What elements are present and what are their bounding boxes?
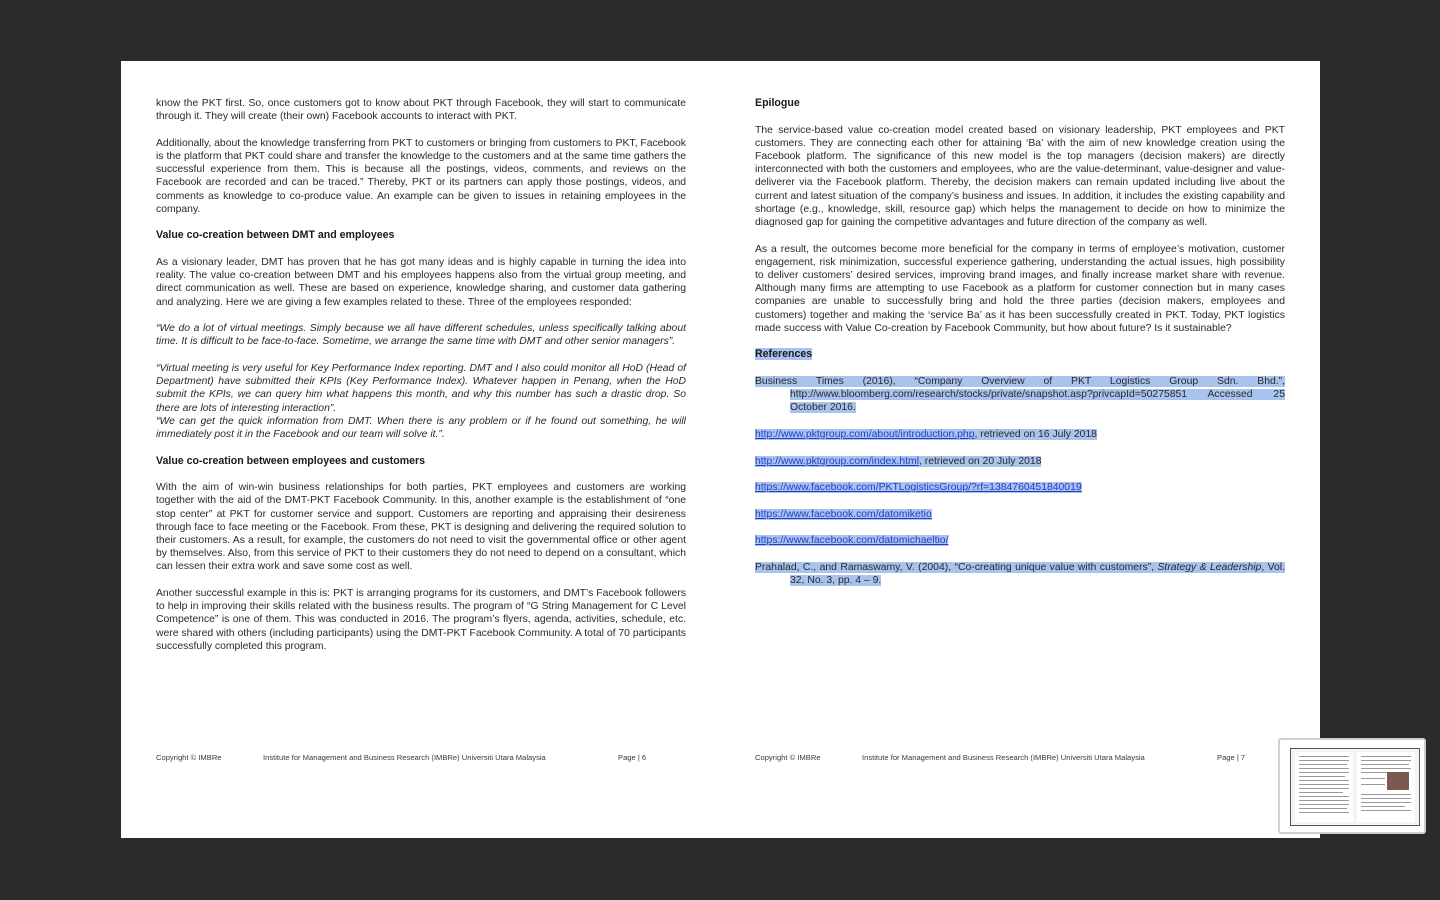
- page-6: [121, 61, 720, 838]
- paragraph: Additionally, about the knowledge transferring from PKT to customers or bringing from customers to PKT, Facebook is the platform that PKT could share and transfer the knowledge to the customers and at the same time gathers the successful experience from them. This is because all the postings, videos, comments, and reviews on the Facebook are recorded and can be traced.” Thereby, PKT or its partners can apply those postings, videos, and comments as knowledge to co-produce value. An example can be given to issues in retaining employees in the company.: [156, 137, 686, 215]
- section-heading: Value co-creation between DMT and employees: [156, 229, 395, 242]
- section-heading: Epilogue: [755, 97, 800, 109]
- footer-page-number: Page | 6: [618, 753, 647, 762]
- section-heading: Value co-creation between employees and customers: [156, 454, 426, 467]
- reference-item[interactable]: http://www.pktgroup.com/about/introduction.php, retrieved on 16 July 2018: [755, 429, 1097, 441]
- reference-item[interactable]: Prahalad, C., and Ramaswamy, V. (2004), “Co-creating unique value with customers”, Strategy & Leadership, Vol. 32, No. 3, pp. 4 – 9.: [755, 561, 1285, 587]
- footer-copyright: Copyright © IMBRe: [156, 753, 222, 762]
- reference-link[interactable]: https://www.facebook.com/datomichaeltio/: [755, 535, 949, 547]
- paragraph: As a result, the outcomes become more beneficial for the company in terms of employee’s motivation, customer engagement, risk minimization, successful experience gathering, understanding the actual issues, high possibility to deliver customers’ desired services, improving brand images, and finally increase market share with revenue. Although many firms are attempting to use Facebook as a platform for customer connection but in many cases companies are unable to successfully bring and hold the three parties (decision makers, employees and customers) together and making the ‘service Ba’ as it has been successfully created in PKT. Today, PKT logistics made success with Value Co-creation by Facebook Community, but how about future? Is it sustainable?: [755, 243, 1285, 334]
- reference-item[interactable]: http://www.pktgroup.com/index.html, retrieved on 20 July 2018: [755, 455, 1042, 467]
- footer-copyright: Copyright © IMBRe: [755, 753, 821, 762]
- thumbnail-image: [1387, 772, 1409, 790]
- paragraph: With the aim of win-win business relationships for both parties, PKT employees and customers are working together with the aid of the DMT-PKT Facebook Community. In this, another example is the establishment of “one stop center” at PKT for customer service and support. Customers are reporting and appraising their desireness through face to face meeting or the Facebook. From these, PKT is designing and delivering the required solution to their customers. As a result, for example, the customers do not need to visit the governmental office or other agent by themselves. Also, from this service of PKT to their customers they do not need to depend on a consultant, which can lessen their extra work and save some cost as well.: [156, 482, 686, 573]
- quote: “Virtual meeting is very useful for Key Performance Index reporting. DMT and I also could monitor all HoD (Head of Department) have submitted their KPIs (Key Performance Index). Whatever happen in Penang, when the HoD submit the KPIs, we can query him what happens this month, and why this number has such a drastic drop. So there are lots of interesting interaction”.: [156, 363, 686, 414]
- references-heading: References: [755, 348, 813, 361]
- reference-item[interactable]: [755, 508, 1285, 521]
- thumbnail-page-right[interactable]: [1357, 752, 1415, 822]
- reference-link[interactable]: https://www.facebook.com/PKTLogisticsGroup/?rf=1384760451840019: [755, 482, 1082, 494]
- paragraph: As a visionary leader, DMT has proven that he has got many ideas and is highly capable in turning the idea into reality. The value co-creation between DMT and his employees happens also from the virtual group meeting, and direct communication as well. These are based on experience, knowledge sharing, and customer data gathering and analyzing. Here we are giving a few examples related to these. Three of the employees responded:: [156, 257, 686, 308]
- reference-item[interactable]: Business Times (2016), “Company Overview of PKT Logistics Group Sdn. Bhd.”, http://www.bloomberg.com/research/stocks/private/snapshot.asp?privcapId=50275851 Accessed 25 October 2016.: [755, 376, 1285, 414]
- reference-link[interactable]: http://www.pktgroup.com/about/introduction.php: [755, 429, 975, 441]
- thumbnail-preview[interactable]: [1290, 748, 1420, 826]
- page-thumbnail-navigator[interactable]: [1278, 738, 1426, 834]
- footer-institute: Institute for Management and Business Research (IMBRe) Universiti Utara Malaysia: [263, 753, 546, 762]
- reference-link[interactable]: http://www.pktgroup.com/index.html: [755, 455, 920, 467]
- reference-link[interactable]: https://www.facebook.com/datomiketio: [755, 508, 932, 520]
- paragraph: Another successful example in this is: PKT is arranging programs for its customers, and DMT’s Facebook followers to help in improving their skills related with the business results. The program of “G String Management for C Level Competence” is one of them. This was conducted in 2016. The program’s flyers, agenda, activities, schedule, etc. were shared with others (including participants) using the DMT-PKT Facebook Community. A total of 70 participants successfully completed this program.: [156, 588, 686, 652]
- reference-item[interactable]: [755, 481, 1285, 494]
- reference-item[interactable]: [755, 534, 1285, 547]
- paragraph: The service-based value co-creation model created based on visionary leadership, PKT employees and PKT customers. They are connecting each other for attaining ‘Ba’ with the aim of new knowledge creation using the Facebook platform. The significance of this new model is the top managers (decision makers) are directly interconnected with both the customers and employees, who are the value-determinant, value-designer and value-deliverer via the Facebook platform. Thereby, the decision makers can remain updated including live about the current and latest situation of the company’s business and issues. In addition, it includes the existing capability and shortage (e.g., knowledge, skill, resource gap) which helps the management to decide on how to minimize the diagnosed gap for gaining the competitive advantages and future direction of the company as well.: [755, 124, 1285, 229]
- quote: “We can get the quick information from DMT. When there is any problem or if he found out something, he will immediately post it in the Facebook and our team will solve it.”.: [156, 415, 686, 441]
- document-spread: [121, 61, 1320, 838]
- footer-page-number: Page | 7: [1217, 753, 1246, 762]
- page-6-body: [156, 97, 686, 666]
- footer-institute: Institute for Management and Business Research (IMBRe) Universiti Utara Malaysia: [862, 753, 1145, 762]
- page-7-body: [755, 97, 1285, 601]
- quote: “We do a lot of virtual meetings. Simply because we all have different schedules, unless specifically talking about time. It is difficult to be face-to-face. Sometime, we arrange the same time with DMT and other senior managers”.: [156, 323, 686, 348]
- paragraph: know the PKT first. So, once customers got to know about PKT through Facebook, they will start to communicate through it. They will create (their own) Facebook accounts to interact with PKT.: [156, 98, 686, 123]
- thumbnail-page-left[interactable]: [1295, 752, 1353, 822]
- page-7: [720, 61, 1320, 838]
